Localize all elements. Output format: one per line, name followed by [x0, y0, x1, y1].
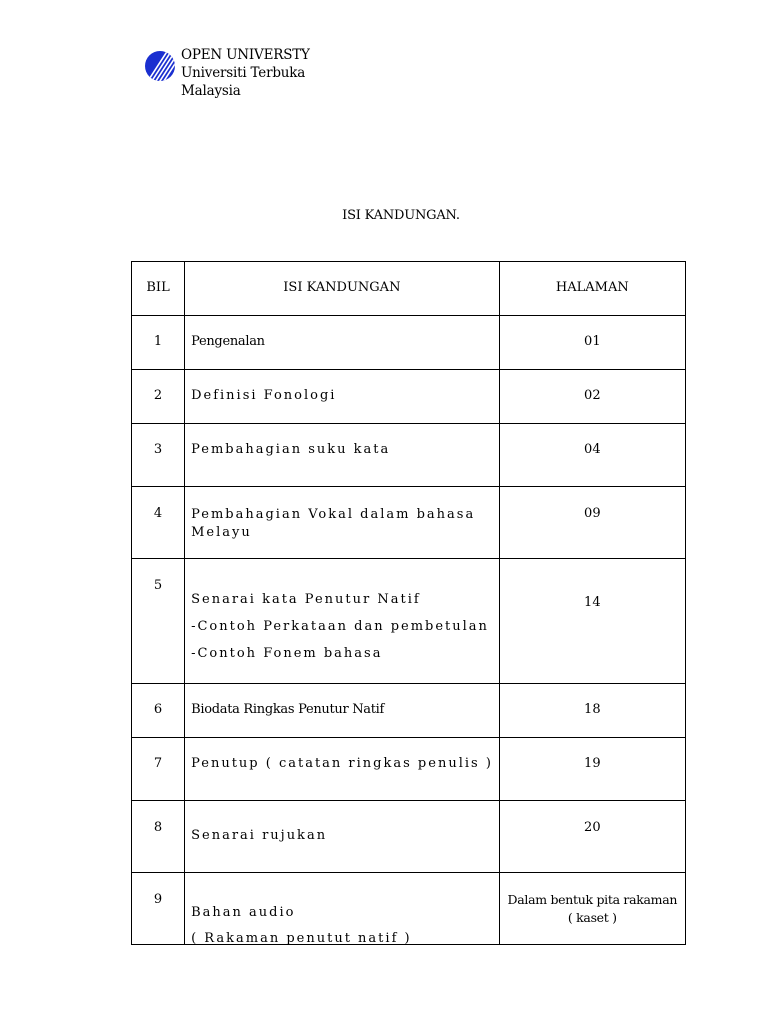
row-content-line: -Contoh Perkataan dan pembetulan: [191, 619, 489, 634]
university-name-line1: OPEN UNIVERSTY: [181, 47, 310, 63]
table-row: [132, 316, 686, 370]
row-number: 3: [153, 442, 163, 457]
row-page-line: ( kaset ): [567, 910, 617, 925]
university-name-line3: Malaysia: [181, 83, 241, 99]
row-content-line: Pembahagian Vokal dalam bahasa: [191, 507, 476, 522]
row-page: 04: [584, 442, 601, 457]
table-row: [132, 684, 686, 738]
row-page: 18: [584, 702, 601, 717]
page-title: ISI KANDUNGAN.: [342, 208, 460, 223]
row-content: Definisi Fonologi: [191, 388, 337, 403]
row-content: Biodata Ringkas Penutur Natif: [191, 702, 385, 717]
header-halaman: HALAMAN: [555, 280, 629, 295]
row-number: 2: [153, 388, 163, 403]
table-row: [132, 370, 686, 424]
row-page: 14: [584, 595, 601, 610]
university-logo-icon: [144, 50, 176, 82]
row-page: 20: [584, 820, 601, 835]
row-page-line: Dalam bentuk pita rakaman: [507, 892, 678, 907]
row-content: [185, 900, 499, 952]
table-row: [132, 738, 686, 801]
row-number: 9: [153, 892, 163, 907]
row-content: Pengenalan: [191, 334, 265, 349]
row-content: Senarai rujukan: [191, 828, 328, 843]
row-content-line: ( Rakaman penutut natif ): [191, 931, 412, 946]
university-name: [181, 46, 310, 100]
contents-table: [131, 261, 686, 945]
header-bil: BIL: [146, 280, 170, 295]
table-row: [132, 873, 686, 945]
header-isi-kandungan: ISI KANDUNGAN: [283, 280, 401, 295]
row-number: 5: [153, 578, 163, 593]
row-content-line: Senarai kata Penutur Natif: [191, 592, 421, 607]
row-page: [500, 891, 685, 927]
row-content-line: -Contoh Fonem bahasa: [191, 646, 383, 661]
row-content: Pembahagian suku kata: [191, 442, 391, 457]
row-content-line: Melayu: [191, 525, 252, 540]
row-content: Penutup ( catatan ringkas penulis ): [191, 756, 493, 771]
row-content-line: Bahan audio: [191, 905, 296, 920]
row-number: 6: [153, 702, 163, 717]
row-number: 8: [153, 820, 163, 835]
table-row: [132, 559, 686, 684]
table-row: [132, 487, 686, 559]
table-header-row: [132, 262, 686, 316]
row-content: [185, 506, 499, 542]
row-number: 7: [153, 756, 163, 771]
row-number: 4: [153, 506, 163, 521]
row-page: 01: [584, 334, 601, 349]
row-number: 1: [153, 334, 163, 349]
row-content: [185, 586, 499, 667]
table-row: [132, 424, 686, 487]
university-name-line2: Universiti Terbuka: [181, 65, 306, 81]
row-page: 09: [584, 506, 601, 521]
row-page: 19: [584, 756, 601, 771]
table-row: [132, 801, 686, 873]
row-page: 02: [584, 388, 601, 403]
